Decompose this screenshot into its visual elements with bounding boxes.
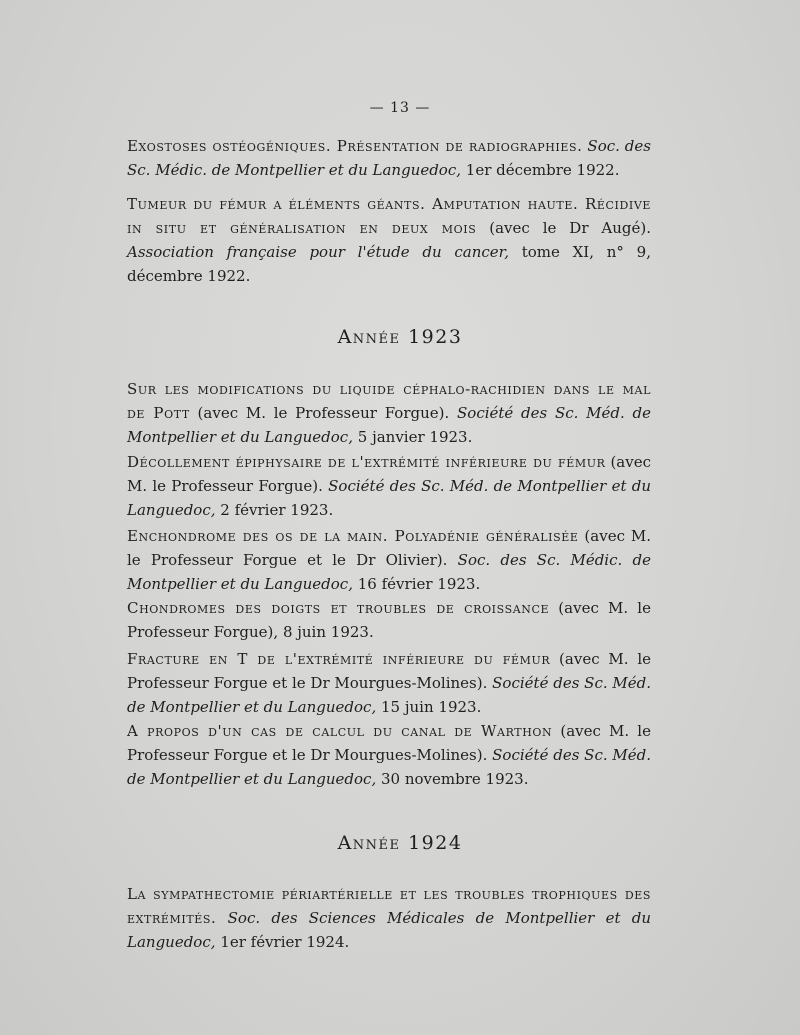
entry-note: (avec M. le Professeur Forgue).: [197, 404, 450, 422]
bibliography-entry: [127, 882, 651, 954]
entry-date: 1er février 1924.: [220, 933, 350, 951]
entry-title: Fracture en T de l'extrémité inférieure du fémur: [127, 650, 551, 668]
entry-source: Soc. des Sciences Médicales de Montpellier et du Languedoc,: [127, 909, 651, 951]
bibliography-entry: [127, 647, 651, 719]
entry-source: Soc. des Sc. Médic. de Montpellier et du Languedoc,: [127, 551, 651, 593]
entry-note: (avec le Dr Augé).: [489, 219, 651, 237]
entry-title: A propos d'un cas de calcul du canal de Warthon: [127, 722, 553, 740]
entry-date: 30 novembre 1923.: [381, 770, 529, 788]
entry-source: Société des Sc. Méd. de Montpellier et du Languedoc,: [127, 404, 651, 446]
bibliography-entry: [127, 524, 651, 596]
entry-date: tome XI, n° 9, décembre 1922.: [127, 243, 651, 285]
entry-date: 16 février 1923.: [357, 575, 481, 593]
entry-date: 1er décembre 1922.: [465, 161, 620, 179]
entry-date: 5 janvier 1923.: [357, 428, 473, 446]
bibliography-entry: [127, 192, 651, 288]
page-number: — 13 —: [369, 100, 431, 116]
entry-title: Sur les modifications du liquide céphalo-rachidien dans le mal de Pott: [127, 380, 651, 422]
entry-source: Société des Sc. Méd. de Montpellier et du Languedoc,: [127, 477, 651, 519]
bibliography-entry: [127, 134, 651, 182]
bibliography-entry: [127, 596, 651, 644]
entry-date: 8 juin 1923.: [282, 623, 374, 641]
bibliography-entry: [127, 377, 651, 449]
entry-date: 15 juin 1923.: [381, 698, 482, 716]
entry-source: Société des Sc. Méd. de Montpellier et du Languedoc,: [127, 746, 651, 788]
entry-title: Chondromes des doigts et troubles de croissance: [127, 599, 550, 617]
year-heading: Année 1923: [337, 326, 463, 348]
entry-title: Tumeur du fémur a éléments géants. Amputation haute. Récidive in situ et généralisation en deux mois: [127, 195, 651, 237]
entry-title: Décollement épiphysaire de l'extrémité inférieure du fémur: [127, 453, 606, 471]
entry-note: (avec M. le Professeur Forgue et le Dr Mourgues-Molines).: [127, 722, 651, 764]
entry-note: (avec M. le Professeur Forgue et le Dr Olivier).: [127, 527, 651, 569]
entry-source: Association française pour l'étude du cancer,: [127, 243, 509, 261]
entry-title: Exostoses ostéogéniques. Présentation de radiographies.: [127, 137, 583, 155]
bibliography-entry: [127, 719, 651, 791]
entry-title: Enchondrome des os de la main. Polyadénie généralisée: [127, 527, 579, 545]
entry-note: (avec M. le Professeur Forgue et le Dr Mourgues-Molines).: [127, 650, 651, 692]
entry-date: 2 février 1923.: [220, 501, 334, 519]
entry-source: Société des Sc. Méd. de Montpellier et du Languedoc,: [127, 674, 651, 716]
entry-note: (avec M. le Professeur Forgue),: [127, 599, 651, 641]
bibliography-entry: [127, 450, 651, 522]
entry-note: (avec M. le Professeur Forgue).: [127, 453, 651, 495]
entry-title: La sympathectomie périartérielle et les troubles trophiques des extrémités.: [127, 885, 651, 927]
year-heading: Année 1924: [337, 832, 463, 854]
entry-source: Soc. des Sc. Médic. de Montpellier et du Languedoc,: [127, 137, 651, 179]
